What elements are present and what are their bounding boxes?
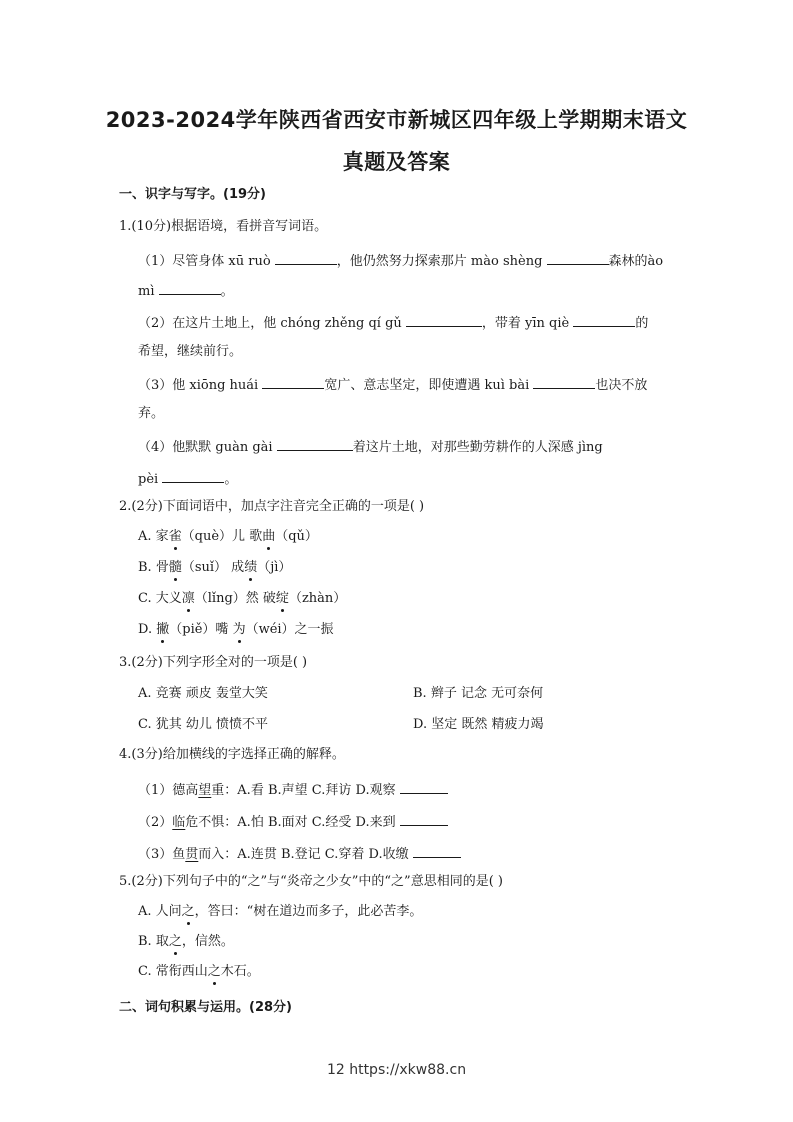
answer-blank[interactable] <box>262 374 324 389</box>
text: A. 家 <box>138 529 169 544</box>
text: （1）尽管身体 xū ruò <box>138 254 271 269</box>
dotted-char: 为 <box>232 622 246 637</box>
answer-blank[interactable] <box>413 843 461 858</box>
q1-item-3-cont: 弃。 <box>138 406 165 421</box>
text: （wéi）之一振 <box>245 622 334 637</box>
q2-option-a <box>138 528 318 546</box>
text: B. 取 <box>138 934 169 949</box>
dotted-char: 绽 <box>275 591 289 606</box>
text: ，信然。 <box>181 934 234 949</box>
text: 的 <box>635 316 649 331</box>
q4-item-1 <box>138 779 448 800</box>
page-title-line2: 真题及答案 <box>342 150 451 174</box>
q5-option-b <box>138 933 234 951</box>
text: （1）德高 <box>138 783 199 798</box>
q1-item-4-cont <box>138 468 237 489</box>
q1-item-4 <box>138 436 603 457</box>
q5-option-a <box>138 903 422 921</box>
dotted-char: 之 <box>168 934 182 949</box>
q1-item-1-cont <box>138 280 234 301</box>
q5-option-c <box>138 963 260 981</box>
q2-option-b <box>138 559 291 577</box>
answer-blank[interactable] <box>159 280 221 295</box>
text: 重：A.看 B.声望 C.拜访 D.观察 <box>211 783 396 798</box>
underlined-char: 临 <box>172 815 186 830</box>
text: ，他仍然努力探索那片 mào shèng <box>336 254 543 269</box>
section-heading-1: 一、识字与写字。(19分) <box>119 187 266 202</box>
answer-blank[interactable] <box>162 468 224 483</box>
text: 宽广、意志坚定，即使遭遇 kuì bài <box>324 378 530 393</box>
answer-blank[interactable] <box>533 374 595 389</box>
q2-option-c <box>138 590 346 608</box>
text: A. 人问 <box>138 904 182 919</box>
text: 。 <box>220 284 234 299</box>
text: （4）他默默 guàn gài <box>138 440 273 455</box>
section-heading-2: 二、词句积累与运用。(28分) <box>119 1000 292 1015</box>
q1-item-2-cont: 希望，继续前行。 <box>138 344 243 359</box>
q3-option-c: C. 犹其 幼儿 愤愤不平 <box>138 717 269 732</box>
text: 。 <box>224 472 238 487</box>
answer-blank[interactable] <box>406 312 482 327</box>
text: ，答曰：“树在道边而多子，此必苦李。 <box>194 904 423 919</box>
page-title-line1: 2023-2024学年陕西省西安市新城区四年级上学期期末语文 <box>105 108 688 132</box>
text: mì <box>138 284 155 299</box>
text: （qǔ） <box>275 529 318 544</box>
page-footer: 12 https://xkw88.cn <box>326 1062 467 1078</box>
q2-option-d <box>138 621 334 639</box>
answer-blank[interactable] <box>547 250 609 265</box>
q3-option-d: D. 坚定 既然 精疲力竭 <box>413 717 544 732</box>
q1-item-2 <box>138 312 648 333</box>
question-4-stem: 4.(3分)给加横线的字选择正确的解释。 <box>119 747 345 762</box>
text: （zhàn） <box>288 591 347 606</box>
q4-item-2 <box>138 811 448 832</box>
text: （2）在这片土地上，他 chóng zhěng qí gǔ <box>138 316 402 331</box>
text: C. 常衔西山 <box>138 964 208 979</box>
text: （què）儿 歌 <box>181 529 263 544</box>
q1-item-1 <box>138 250 663 271</box>
text: 森林的ào <box>608 254 664 269</box>
answer-blank[interactable] <box>400 779 448 794</box>
answer-blank[interactable] <box>573 312 635 327</box>
answer-blank[interactable] <box>275 250 337 265</box>
text: 危不惧：A.怕 B.面对 C.经受 D.来到 <box>185 815 396 830</box>
dotted-char: 绩 <box>244 560 258 575</box>
answer-blank[interactable] <box>277 436 353 451</box>
text: （3）鱼 <box>138 847 186 862</box>
underlined-char: 贯 <box>185 847 199 862</box>
text: 着这片土地，对那些勤劳耕作的人深感 jìng <box>352 440 603 455</box>
text: D. <box>138 622 157 637</box>
question-2-stem: 2.(2分)下面词语中，加点字注音完全正确的一项是( ) <box>119 499 425 514</box>
text: 而入：A.连贯 B.登记 C.穿着 D.收缴 <box>198 847 409 862</box>
dotted-char: 撇 <box>156 622 170 637</box>
text: 也决不放 <box>595 378 648 393</box>
answer-blank[interactable] <box>400 811 448 826</box>
text: （piě）嘴 <box>169 622 233 637</box>
underlined-char: 望 <box>198 783 212 798</box>
question-1-stem: 1.(10分)根据语境，看拼音写词语。 <box>119 219 328 234</box>
q3-option-b: B. 辫子 记念 无可奈何 <box>413 686 544 701</box>
q1-item-3 <box>138 374 647 395</box>
text: pèi <box>138 472 159 487</box>
q4-item-3 <box>138 843 461 864</box>
dotted-char: 曲 <box>262 529 276 544</box>
dotted-char: 之 <box>181 904 195 919</box>
text: ，带着 yīn qiè <box>481 316 570 331</box>
q3-option-a: A. 竞赛 顽皮 轰堂大笑 <box>138 686 268 701</box>
text: C. 大义 <box>138 591 182 606</box>
text: （jì） <box>257 560 292 575</box>
text: （suǐ） 成 <box>181 560 245 575</box>
question-3-stem: 3.(2分)下列字形全对的一项是( ) <box>119 655 308 670</box>
text: （2） <box>138 815 173 830</box>
dotted-char: 之 <box>207 964 221 979</box>
question-5-stem: 5.(2分)下列句子中的“之”与“炎帝之少女”中的“之”意思相同的是( ) <box>119 874 503 889</box>
text: （3）他 xiōng huái <box>138 378 259 393</box>
dotted-char: 凛 <box>181 591 195 606</box>
text: （lǐng）然 破 <box>194 591 276 606</box>
dotted-char: 雀 <box>168 529 182 544</box>
dotted-char: 髓 <box>168 560 182 575</box>
text: 木石。 <box>220 964 260 979</box>
text: B. 骨 <box>138 560 169 575</box>
